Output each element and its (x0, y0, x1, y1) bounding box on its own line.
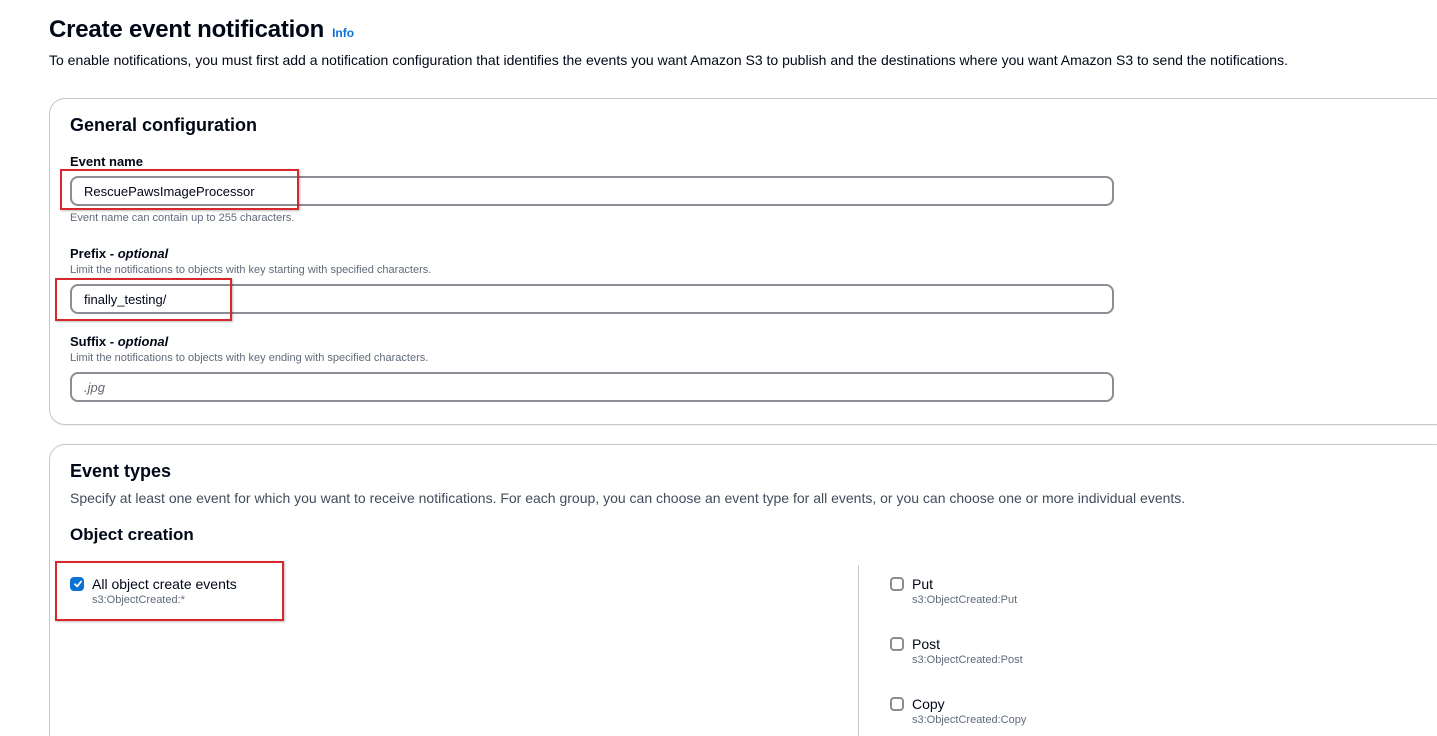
prefix-label-text: Prefix (70, 246, 107, 261)
suffix-input[interactable] (70, 372, 1114, 402)
page-title: Create event notification (49, 16, 325, 43)
put-code: s3:ObjectCreated:Put (912, 594, 1018, 606)
event-types-heading: Event types (70, 461, 172, 481)
put-text (912, 576, 1017, 608)
copy-text (912, 696, 1026, 728)
info-link[interactable]: Info (332, 26, 355, 40)
post-option[interactable] (890, 636, 1023, 668)
checkmark-icon (74, 580, 82, 588)
all-object-create-events-label: All object create events (92, 576, 237, 592)
post-label: Post (912, 636, 941, 652)
event-name-label: Event name (70, 154, 143, 169)
copy-checkbox[interactable] (890, 697, 904, 711)
prefix-label (70, 246, 168, 261)
copy-label: Copy (912, 696, 945, 712)
event-name-input[interactable] (70, 176, 1114, 206)
general-configuration-heading: General configuration (70, 115, 258, 135)
prefix-description: Limit the notifications to objects with key starting with specified characters. (70, 264, 432, 276)
event-name-hint: Event name can contain up to 255 characters. (70, 212, 295, 224)
event-types-description: Specify at least one event for which you want to receive notifications. For each group, you can choose an event type for all events, or you can choose one or more individual events. (70, 490, 1186, 506)
event-types-panel (49, 444, 1437, 736)
page-description: To enable notifications, you must first add a notification configuration that identifies the events you want Amazon S3 to publish and the destinations where you want Amazon S3 to send the notifications. (49, 52, 1288, 68)
prefix-input[interactable] (70, 284, 1114, 314)
post-code: s3:ObjectCreated:Post (912, 654, 1023, 666)
post-text (912, 636, 1023, 668)
all-object-create-events-checkbox[interactable] (70, 577, 84, 591)
copy-option[interactable] (890, 696, 1026, 728)
all-object-create-events-text (92, 576, 237, 608)
object-creation-heading: Object creation (70, 525, 194, 544)
prefix-optional-tag: - optional (109, 246, 169, 261)
put-checkbox[interactable] (890, 577, 904, 591)
page-header (49, 16, 354, 44)
copy-code: s3:ObjectCreated:Copy (912, 714, 1027, 726)
general-configuration-panel (49, 98, 1437, 425)
post-checkbox[interactable] (890, 637, 904, 651)
suffix-description: Limit the notifications to objects with key ending with specified characters. (70, 352, 429, 364)
all-object-create-events-option[interactable] (70, 576, 237, 608)
column-divider (858, 565, 859, 736)
put-label: Put (912, 576, 934, 592)
all-object-create-events-code: s3:ObjectCreated:* (92, 594, 185, 606)
suffix-optional-tag: - optional (109, 334, 169, 349)
suffix-label (70, 334, 168, 349)
suffix-label-text: Suffix (70, 334, 107, 349)
put-option[interactable] (890, 576, 1017, 608)
